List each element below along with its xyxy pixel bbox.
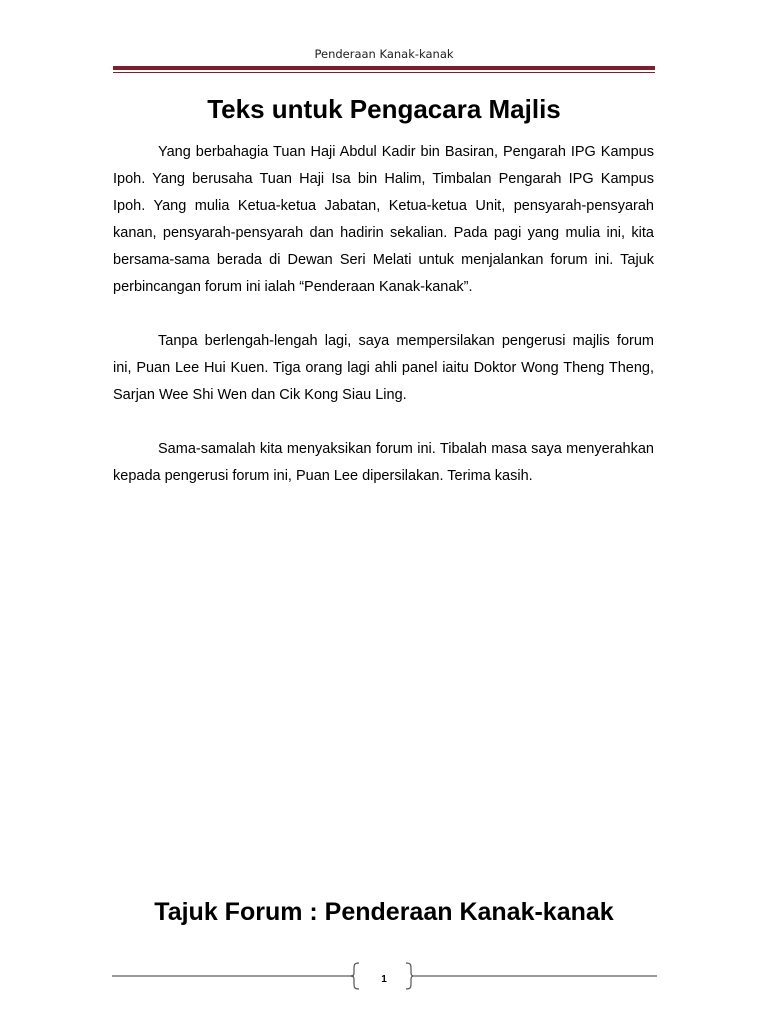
forum-title: Tajuk Forum : Penderaan Kanak-kanak xyxy=(154,898,614,926)
header-rule-thin xyxy=(113,72,655,73)
footer-rule-right xyxy=(413,975,657,977)
paragraph-3: Sama-samalah kita menyaksikan forum ini. Tibalah masa saya menyerahkan kepada pengerusi forum ini, Puan Lee dipersilakan. Terima kasih. xyxy=(113,441,654,484)
paragraph-2: Tanpa berlengah-lengah lagi, saya mempersilakan pengerusi majlis forum ini, Puan Lee Hui Kuen. Tiga orang lagi ahli panel iaitu Doktor Wong Theng Theng, Sarjan Wee Shi Wen dan Cik Kong Siau Ling. xyxy=(113,333,654,403)
page-number: 1 xyxy=(381,974,387,985)
header-rule-thick xyxy=(113,66,655,70)
page-title: Teks untuk Pengacara Majlis xyxy=(207,94,561,124)
paragraph-1: Yang berbahagia Tuan Haji Abdul Kadir bin Basiran, Pengarah IPG Kampus Ipoh. Yang berusaha Tuan Haji Isa bin Halim, Timbalan Pengarah IPG Kampus Ipoh. Yang mulia Ketua-ketua Jabatan, Ketua-ketua Unit, pensyarah-pensyarah kanan, pensyarah-pensyarah dan hadirin sekalian. Pada pagi yang mulia ini, kita bersama-sama berada di Dewan Seri Melati untuk menjalankan forum ini. Tajuk perbincangan forum ini ialah “Penderaan Kanak-kanak”. xyxy=(113,144,654,295)
running-header: Penderaan Kanak-kanak xyxy=(314,47,454,61)
left-brace-icon xyxy=(350,962,360,990)
body-text xyxy=(113,139,654,517)
footer-rule-left xyxy=(112,975,354,977)
